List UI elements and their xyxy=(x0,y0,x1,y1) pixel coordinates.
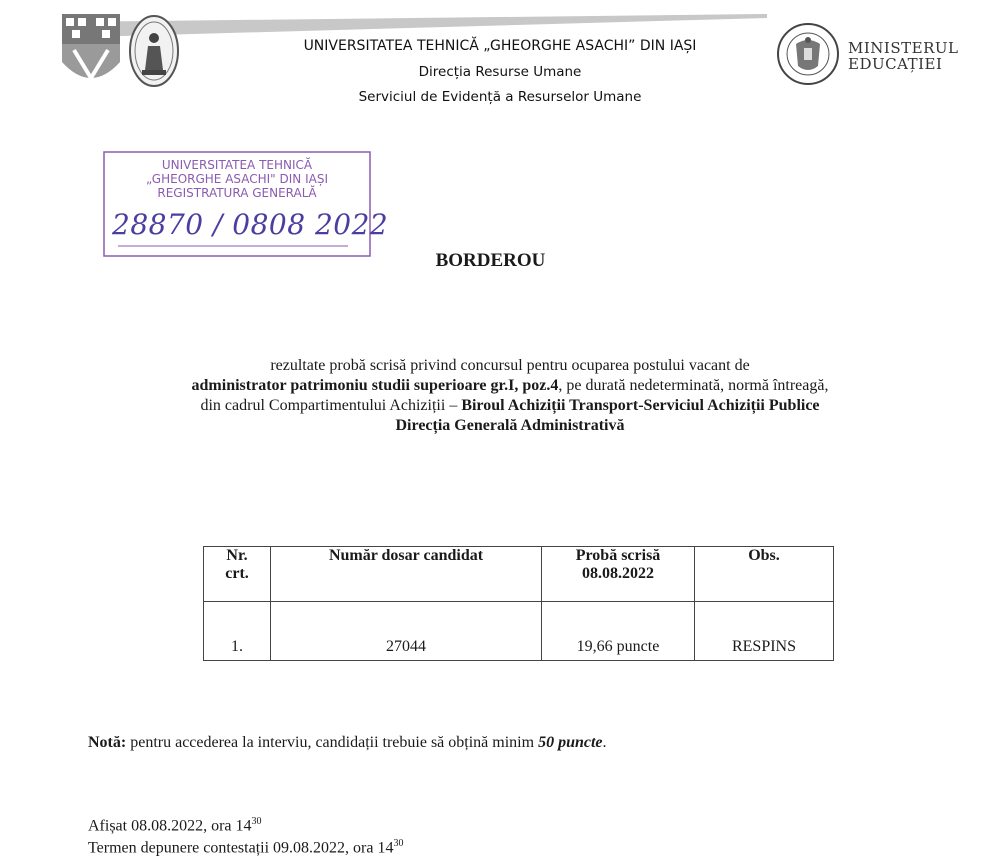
department-prefix: din cadrul Compartimentului Achiziții – xyxy=(200,397,462,414)
intro-line-1: rezultate probă scrisă privind concursul pentru ocuparea postului vacant de xyxy=(270,357,750,374)
col-nr-header xyxy=(204,547,271,602)
stamp-line-1: UNIVERSITATEA TEHNICĂ xyxy=(161,158,313,172)
col-proba-header xyxy=(542,547,695,602)
intro-line-2 xyxy=(60,376,960,396)
table-row xyxy=(204,602,834,661)
cell-dosar: 27044 xyxy=(271,602,542,661)
col-obs-header xyxy=(695,547,834,602)
col-dosar-header xyxy=(271,547,542,602)
note-label: Notă: xyxy=(88,734,127,751)
col-nr-header-line2: crt. xyxy=(225,565,249,582)
intro-paragraph xyxy=(60,356,960,436)
university-logo xyxy=(60,14,122,90)
posted-date xyxy=(88,816,262,835)
header-university: UNIVERSITATEA TEHNICĂ „GHEORGHE ASACHI” DIN IAȘI xyxy=(303,38,697,54)
cell-nr: 1. xyxy=(204,602,271,661)
directorate-name: Direcția Generală Administrativă xyxy=(395,417,625,434)
stamp-line-2: „GHEORGHE ASACHI" DIN IAȘI xyxy=(146,172,328,186)
header-service: Serviciul de Evidență a Resurselor Umane xyxy=(358,89,642,105)
col-nr-header-line1: Nr. xyxy=(226,547,248,564)
cell-obs: RESPINS xyxy=(695,602,834,661)
col-obs-header-text: Obs. xyxy=(748,547,780,564)
note-end: . xyxy=(602,734,607,751)
results-table xyxy=(203,546,834,661)
table-header-row xyxy=(204,547,834,602)
university-seal-icon xyxy=(128,14,180,88)
deadline-text: Termen depunere contestații 09.08.2022, ora 14 xyxy=(88,839,394,857)
col-proba-header-line1: Probă scrisă xyxy=(575,547,661,564)
col-dosar-header-text: Număr dosar candidat xyxy=(328,547,484,564)
ministry-line-2: EDUCAȚIEI xyxy=(848,55,943,73)
cell-proba: 19,66 puncte xyxy=(542,602,695,661)
intro-line-4 xyxy=(60,416,960,436)
intro-line-3 xyxy=(60,396,960,416)
ministry-name xyxy=(848,40,968,72)
stamp-line-3: REGISTRATURA GENERALĂ xyxy=(157,186,317,200)
position-details: , pe durată nedeterminată, normă întreagă, xyxy=(558,377,829,394)
note-minimum-score: 50 puncte xyxy=(538,734,603,751)
position-title: administrator patrimoniu studii superioare gr.I, poz.4 xyxy=(191,377,559,394)
stamp-handwritten-number: 28870 / 0808 2022 xyxy=(112,208,389,241)
appeal-deadline xyxy=(88,838,403,857)
department-name: Biroul Achiziții Transport-Serviciul Achiziții Publice xyxy=(461,397,820,414)
note-text: pentru accederea la interviu, candidații trebuie să obțină minim xyxy=(126,734,539,751)
header-directorate: Direcția Resurse Umane xyxy=(418,64,582,80)
ministry-line-1: MINISTERUL xyxy=(848,39,959,57)
document-title: BORDEROU xyxy=(435,250,546,271)
posted-text: Afișat 08.08.2022, ora 14 xyxy=(88,817,252,835)
col-proba-header-line2: 08.08.2022 xyxy=(582,565,654,582)
deadline-minutes: 30 xyxy=(393,838,404,849)
note xyxy=(88,734,607,752)
posted-minutes: 30 xyxy=(251,816,262,827)
stamp-text xyxy=(104,158,370,200)
